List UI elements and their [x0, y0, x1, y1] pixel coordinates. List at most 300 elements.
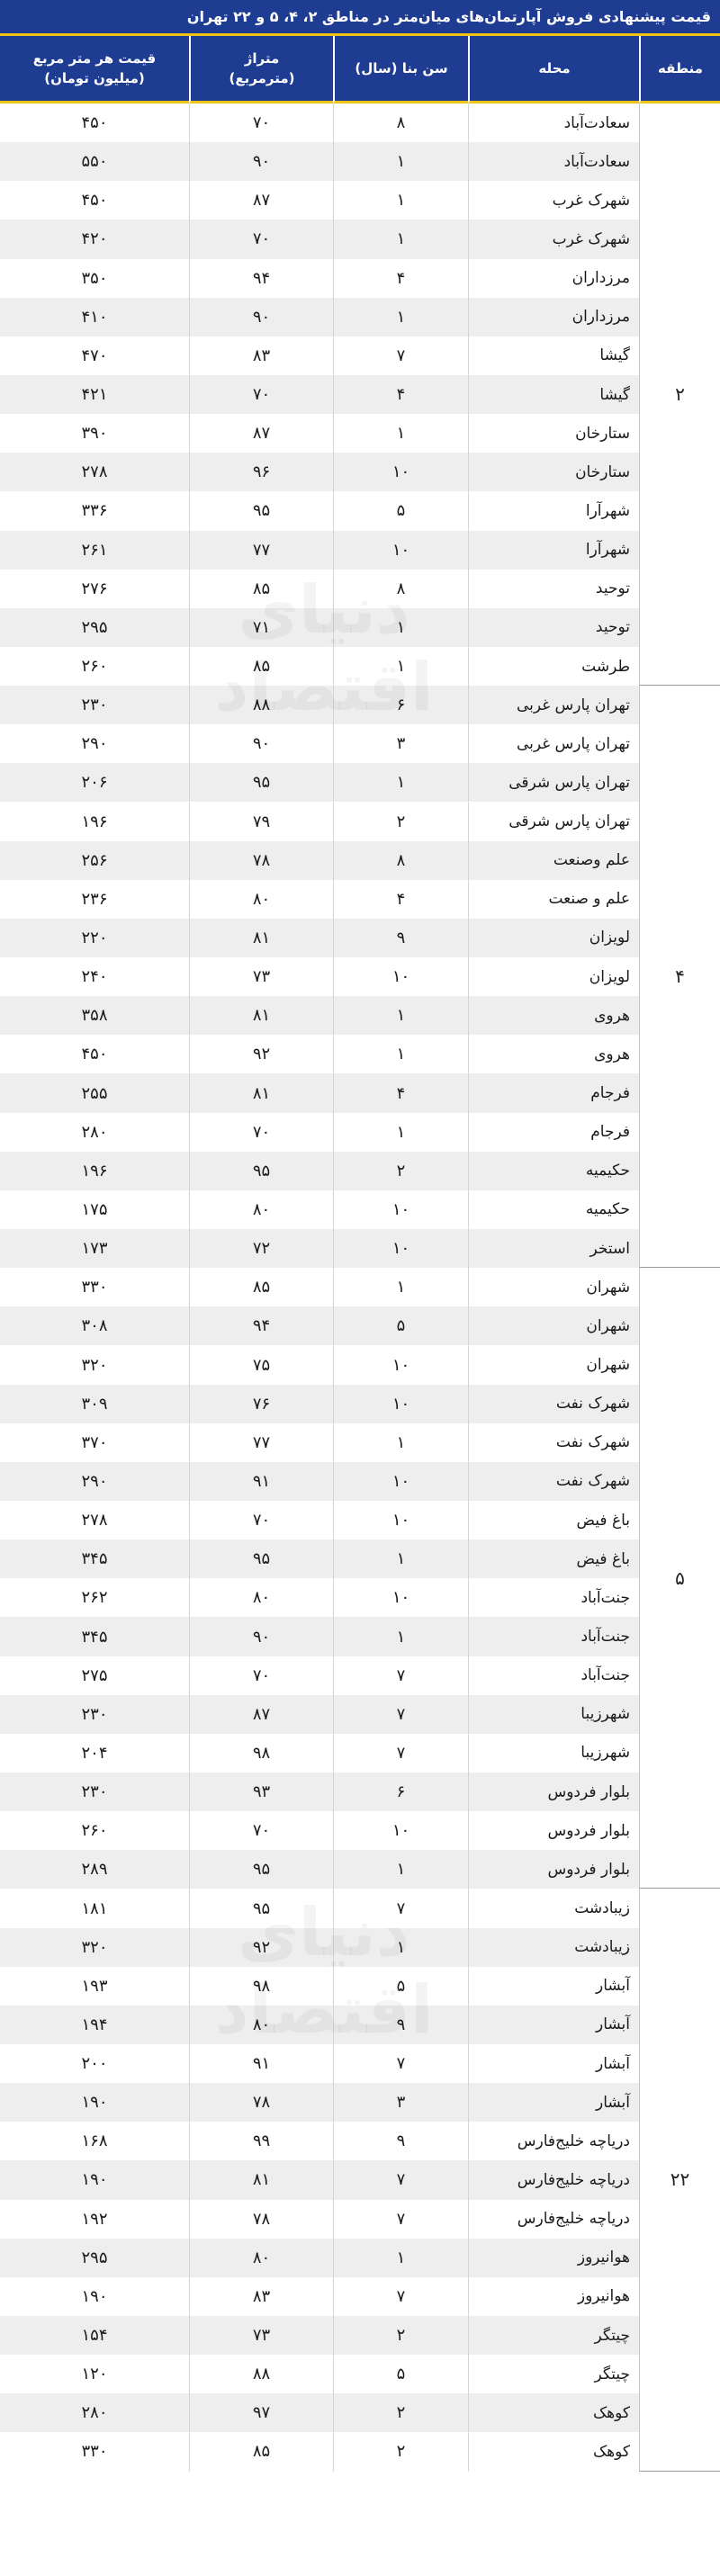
age-cell: ۷ [333, 1734, 468, 1773]
price-cell: ۳۰۸ [81, 1316, 108, 1336]
price-cell: ۴۲۰ [81, 229, 108, 249]
neighborhood-cell: آبشار [468, 2044, 639, 2083]
size-cell: ۹۴ [189, 259, 333, 298]
price-cell: ۱۵۴ [81, 2326, 108, 2346]
table-row [0, 181, 639, 220]
table-row [0, 1345, 639, 1384]
price-cell: ۲۹۰ [81, 1471, 108, 1491]
table-row [0, 1539, 639, 1578]
table-row [0, 491, 639, 530]
price-cell: ۲۷۸ [81, 1511, 108, 1530]
age-cell: ۱ [333, 1928, 468, 1967]
size-cell: ۸۱ [189, 1073, 333, 1112]
age-cell: ۳ [333, 724, 468, 763]
neighborhood-cell: ستارخان [468, 453, 639, 491]
table-row [0, 1462, 639, 1501]
size-cell: ۷۱ [189, 608, 333, 647]
age-cell: ۹ [333, 2006, 468, 2044]
price-cell: ۱۹۴ [81, 2015, 108, 2034]
neighborhood-cell: شهرک غرب [468, 220, 639, 258]
neighborhood-cell: دریاچه خلیج‌فارس [468, 2200, 639, 2239]
age-cell: ۲ [333, 803, 468, 841]
age-cell: ۱ [333, 1617, 468, 1656]
table-row [0, 1850, 639, 1889]
size-cell: ۸۰ [189, 2006, 333, 2044]
size-cell: ۸۰ [189, 2239, 333, 2277]
size-cell: ۸۰ [189, 1190, 333, 1229]
header-size-label: متراژ (مترمربع) [229, 49, 295, 86]
age-cell: ۷ [333, 2160, 468, 2199]
price-cell: ۲۳۰ [81, 1704, 108, 1724]
table-row [0, 763, 639, 802]
size-cell: ۸۳ [189, 337, 333, 375]
price-cell: ۱۹۶ [81, 812, 108, 831]
age-cell: ۷ [333, 2044, 468, 2083]
age-cell: ۷ [333, 2277, 468, 2316]
age-cell: ۴ [333, 259, 468, 298]
header-price-line1: قیمت هر متر مربع [32, 49, 157, 67]
neighborhood-cell: تهران پارس شرقی [468, 763, 639, 802]
region-block [0, 686, 720, 1268]
neighborhood-cell: لویزان [468, 957, 639, 996]
size-cell: ۹۵ [189, 491, 333, 530]
size-cell: ۹۸ [189, 1734, 333, 1773]
price-cell: ۴۵۰ [81, 113, 108, 133]
table-row [0, 453, 639, 491]
region-block [0, 1268, 720, 1889]
age-cell: ۱۰ [333, 1385, 468, 1423]
size-cell: ۹۵ [189, 1152, 333, 1190]
table-row [0, 1967, 639, 2006]
price-cell: ۳۳۰ [81, 1278, 108, 1297]
age-cell: ۶ [333, 686, 468, 724]
price-cell: ۲۶۰ [81, 657, 108, 677]
table-row [0, 298, 639, 337]
price-cell: ۲۶۰ [81, 1821, 108, 1841]
size-cell: ۷۰ [189, 1501, 333, 1539]
price-cell: ۲۸۰ [81, 1122, 108, 1142]
neighborhood-cell: توحید [468, 570, 639, 608]
table-row [0, 414, 639, 453]
age-cell: ۱ [333, 1423, 468, 1462]
price-cell: ۱۹۰ [81, 2170, 108, 2190]
neighborhood-cell: باغ فیض [468, 1539, 639, 1578]
neighborhood-cell: گیشا [468, 337, 639, 375]
age-cell: ۱ [333, 996, 468, 1035]
price-cell: ۲۷۶ [81, 579, 108, 598]
neighborhood-cell: علم وصنعت [468, 841, 639, 880]
region-label: ۵ [639, 1268, 720, 1889]
price-cell: ۳۴۵ [81, 1549, 108, 1569]
table-row [0, 570, 639, 608]
age-cell: ۲ [333, 2316, 468, 2355]
table-row [0, 2393, 639, 2432]
size-cell: ۹۳ [189, 1773, 333, 1811]
table-row [0, 103, 639, 142]
price-cell: ۲۸۹ [81, 1860, 108, 1880]
neighborhood-cell: فرجام [468, 1073, 639, 1112]
region-label: ۴ [639, 686, 720, 1268]
table-row [0, 2083, 639, 2122]
age-cell: ۵ [333, 1967, 468, 2006]
size-cell: ۹۰ [189, 1617, 333, 1656]
table-row [0, 259, 639, 298]
age-cell: ۵ [333, 1306, 468, 1345]
age-cell: ۷ [333, 1695, 468, 1734]
age-cell: ۳ [333, 2083, 468, 2122]
price-cell: ۲۵۶ [81, 850, 108, 870]
price-cell: ۳۴۵ [81, 1627, 108, 1647]
size-cell: ۸۳ [189, 2277, 333, 2316]
price-cell: ۴۵۰ [81, 1045, 108, 1064]
size-cell: ۸۵ [189, 570, 333, 608]
table-row [0, 1423, 639, 1462]
neighborhood-cell: بلوار فردوس [468, 1773, 639, 1811]
neighborhood-cell: شهران [468, 1268, 639, 1306]
neighborhood-cell: علم و صنعت [468, 880, 639, 919]
price-cell: ۲۰۴ [81, 1743, 108, 1763]
age-cell: ۱۰ [333, 1462, 468, 1501]
size-cell: ۹۴ [189, 1306, 333, 1345]
size-cell: ۷۷ [189, 1423, 333, 1462]
age-cell: ۹ [333, 2122, 468, 2160]
table-row [0, 996, 639, 1035]
price-cell: ۱۷۳ [81, 1239, 108, 1259]
table-row [0, 803, 639, 841]
price-cell: ۴۷۰ [81, 346, 108, 365]
size-cell: ۷۹ [189, 803, 333, 841]
size-cell: ۸۸ [189, 2355, 333, 2393]
size-cell: ۸۷ [189, 1695, 333, 1734]
age-cell: ۱ [333, 414, 468, 453]
table-row [0, 1656, 639, 1695]
price-cell: ۱۹۰ [81, 2286, 108, 2306]
neighborhood-cell: آبشار [468, 1967, 639, 2006]
age-cell: ۱۰ [333, 1811, 468, 1850]
age-cell: ۱ [333, 2239, 468, 2277]
neighborhood-cell: فرجام [468, 1113, 639, 1152]
table-header [0, 36, 720, 103]
age-cell: ۸ [333, 103, 468, 142]
neighborhood-cell: مرزداران [468, 298, 639, 337]
neighborhood-cell: شهرک نفت [468, 1385, 639, 1423]
size-cell: ۹۵ [189, 763, 333, 802]
size-cell: ۸۰ [189, 1578, 333, 1617]
price-cell: ۱۹۰ [81, 2093, 108, 2113]
size-cell: ۹۸ [189, 1967, 333, 2006]
age-cell: ۱۰ [333, 1229, 468, 1268]
age-cell: ۱۰ [333, 453, 468, 491]
table-row [0, 1152, 639, 1190]
neighborhood-cell: باغ فیض [468, 1501, 639, 1539]
price-cell: ۱۶۸ [81, 2132, 108, 2151]
price-cell: ۳۵۰ [81, 268, 108, 288]
price-cell: ۲۷۸ [81, 462, 108, 482]
table-row [0, 1695, 639, 1734]
age-cell: ۴ [333, 880, 468, 919]
table-row [0, 2160, 639, 2199]
table-row [0, 1773, 639, 1811]
neighborhood-cell: لویزان [468, 919, 639, 957]
neighborhood-cell: کوهک [468, 2393, 639, 2432]
size-cell: ۸۵ [189, 1268, 333, 1306]
size-cell: ۹۲ [189, 1928, 333, 1967]
size-cell: ۸۵ [189, 2432, 333, 2471]
age-cell: ۲ [333, 2432, 468, 2471]
size-cell: ۷۷ [189, 531, 333, 570]
price-cell: ۲۷۵ [81, 1665, 108, 1685]
size-cell: ۷۶ [189, 1385, 333, 1423]
region-label: ۲۲ [639, 1889, 720, 2471]
neighborhood-cell: شهرک نفت [468, 1462, 639, 1501]
age-cell: ۱ [333, 1035, 468, 1073]
age-cell: ۱ [333, 647, 468, 686]
table-row [0, 2006, 639, 2044]
neighborhood-cell: بلوار فردوس [468, 1850, 639, 1889]
price-cell: ۲۹۰ [81, 734, 108, 754]
size-cell: ۸۷ [189, 181, 333, 220]
neighborhood-cell: شهرزیبا [468, 1695, 639, 1734]
table-row [0, 2277, 639, 2316]
neighborhood-cell: کوهک [468, 2432, 639, 2471]
table-row [0, 2200, 639, 2239]
table-row [0, 1113, 639, 1152]
table-row [0, 142, 639, 181]
size-cell: ۸۱ [189, 919, 333, 957]
table-row [0, 724, 639, 763]
size-cell: ۸۱ [189, 996, 333, 1035]
table-row [0, 2316, 639, 2355]
size-cell: ۷۳ [189, 957, 333, 996]
size-cell: ۹۶ [189, 453, 333, 491]
price-cell: ۲۳۶ [81, 889, 108, 909]
neighborhood-cell: سعادت‌آباد [468, 142, 639, 181]
price-cell: ۲۶۱ [81, 540, 108, 560]
price-cell: ۲۰۰ [81, 2054, 108, 2074]
price-cell: ۱۹۶ [81, 1161, 108, 1180]
neighborhood-cell: آبشار [468, 2083, 639, 2122]
neighborhood-cell: هروی [468, 1035, 639, 1073]
table-row [0, 647, 639, 686]
neighborhood-cell: تهران پارس غربی [468, 724, 639, 763]
age-cell: ۱ [333, 763, 468, 802]
price-cell: ۲۵۵ [81, 1083, 108, 1103]
price-cell: ۴۲۱ [81, 385, 108, 405]
size-cell: ۷۰ [189, 375, 333, 414]
table-row [0, 2239, 639, 2277]
table-row [0, 919, 639, 957]
table-row [0, 375, 639, 414]
price-cell: ۱۹۳ [81, 1976, 108, 1996]
size-cell: ۷۲ [189, 1229, 333, 1268]
neighborhood-cell: شهران [468, 1306, 639, 1345]
age-cell: ۱۰ [333, 531, 468, 570]
table-row [0, 1811, 639, 1850]
age-cell: ۱ [333, 1113, 468, 1152]
age-cell: ۲ [333, 1152, 468, 1190]
age-cell: ۷ [333, 1889, 468, 1927]
table-row [0, 1306, 639, 1345]
table-row [0, 957, 639, 996]
neighborhood-cell: شهرک غرب [468, 181, 639, 220]
size-cell: ۷۰ [189, 1113, 333, 1152]
age-cell: ۴ [333, 1073, 468, 1112]
table-row [0, 1268, 639, 1306]
neighborhood-cell: گیشا [468, 375, 639, 414]
table-row [0, 1385, 639, 1423]
size-cell: ۹۰ [189, 298, 333, 337]
neighborhood-cell: دریاچه خلیج‌فارس [468, 2122, 639, 2160]
table-row [0, 2355, 639, 2393]
size-cell: ۷۰ [189, 220, 333, 258]
region-block [0, 1889, 720, 2471]
price-cell: ۲۹۵ [81, 2248, 108, 2267]
table-row [0, 880, 639, 919]
neighborhood-cell: تهران پارس شرقی [468, 803, 639, 841]
age-cell: ۵ [333, 491, 468, 530]
neighborhood-cell: توحید [468, 608, 639, 647]
table-row [0, 531, 639, 570]
neighborhood-cell: سعادت‌آباد [468, 103, 639, 142]
size-cell: ۷۸ [189, 2200, 333, 2239]
neighborhood-cell: دریاچه خلیج‌فارس [468, 2160, 639, 2199]
table-row [0, 686, 639, 724]
age-cell: ۱ [333, 1268, 468, 1306]
table-row [0, 1889, 639, 1927]
price-cell: ۲۰۶ [81, 773, 108, 793]
price-cell: ۳۹۰ [81, 424, 108, 444]
neighborhood-cell: هوانیروز [468, 2277, 639, 2316]
table-row [0, 2432, 639, 2471]
size-cell: ۹۵ [189, 1850, 333, 1889]
age-cell: ۱ [333, 142, 468, 181]
size-cell: ۸۵ [189, 647, 333, 686]
table-row [0, 2044, 639, 2083]
neighborhood-cell: شهرزیبا [468, 1734, 639, 1773]
neighborhood-cell: هوانیروز [468, 2239, 639, 2277]
table-row [0, 337, 639, 375]
price-cell: ۴۱۰ [81, 307, 108, 327]
table-row [0, 1734, 639, 1773]
age-cell: ۱ [333, 220, 468, 258]
size-cell: ۹۵ [189, 1539, 333, 1578]
table-row [0, 608, 639, 647]
size-cell: ۷۵ [189, 1345, 333, 1384]
neighborhood-cell: شهران [468, 1345, 639, 1384]
price-cell: ۲۸۰ [81, 2403, 108, 2423]
table-row [0, 1229, 639, 1268]
price-cell: ۲۳۰ [81, 696, 108, 715]
price-cell: ۳۳۶ [81, 501, 108, 521]
size-cell: ۷۳ [189, 2316, 333, 2355]
size-cell: ۷۸ [189, 841, 333, 880]
size-cell: ۹۲ [189, 1035, 333, 1073]
size-cell: ۷۰ [189, 1656, 333, 1695]
size-cell: ۹۱ [189, 2044, 333, 2083]
price-cell: ۲۶۲ [81, 1588, 108, 1608]
price-cell: ۱۷۵ [81, 1199, 108, 1219]
table-row [0, 2122, 639, 2160]
neighborhood-cell: جنت‌آباد [468, 1578, 639, 1617]
age-cell: ۲ [333, 2393, 468, 2432]
neighborhood-cell: شهرآرا [468, 491, 639, 530]
header-price-line2: (میلیون تومان) [44, 70, 145, 86]
price-cell: ۳۲۰ [81, 1937, 108, 1957]
age-cell: ۹ [333, 919, 468, 957]
age-cell: ۷ [333, 2200, 468, 2239]
page-title: قیمت پیشنهادی فروش آپارتمان‌های میان‌متر در مناطق ۲، ۴، ۵ و ۲۲ تهران [0, 0, 720, 36]
age-cell: ۶ [333, 1773, 468, 1811]
table-row [0, 1928, 639, 1967]
header-region: منطقه [639, 36, 720, 103]
neighborhood-cell: تهران پارس غربی [468, 686, 639, 724]
size-cell: ۸۷ [189, 414, 333, 453]
neighborhood-cell: چیتگر [468, 2316, 639, 2355]
price-cell: ۳۷۰ [81, 1432, 108, 1452]
age-cell: ۴ [333, 375, 468, 414]
neighborhood-cell: هروی [468, 996, 639, 1035]
price-cell: ۲۴۰ [81, 967, 108, 987]
table-row [0, 220, 639, 258]
age-cell: ۸ [333, 570, 468, 608]
neighborhood-cell: طرشت [468, 647, 639, 686]
age-cell: ۱ [333, 1539, 468, 1578]
size-cell: ۸۸ [189, 686, 333, 724]
age-cell: ۱ [333, 298, 468, 337]
age-cell: ۱۰ [333, 1578, 468, 1617]
age-cell: ۱ [333, 1850, 468, 1889]
table-row [0, 841, 639, 880]
neighborhood-cell: جنت‌آباد [468, 1656, 639, 1695]
age-cell: ۱۰ [333, 1501, 468, 1539]
size-cell: ۷۸ [189, 2083, 333, 2122]
age-cell: ۵ [333, 2355, 468, 2393]
age-cell: ۷ [333, 337, 468, 375]
header-price [0, 36, 189, 103]
price-cell: ۱۸۱ [81, 1898, 108, 1918]
table-row [0, 1501, 639, 1539]
neighborhood-cell: زیبادشت [468, 1889, 639, 1927]
neighborhood-cell: مرزداران [468, 259, 639, 298]
age-cell: ۱ [333, 608, 468, 647]
price-cell: ۳۰۹ [81, 1394, 108, 1414]
size-cell: ۷۰ [189, 1811, 333, 1850]
price-cell: ۳۲۰ [81, 1355, 108, 1375]
neighborhood-cell: جنت‌آباد [468, 1617, 639, 1656]
age-cell: ۱۰ [333, 1190, 468, 1229]
size-cell: ۷۰ [189, 103, 333, 142]
neighborhood-cell: شهرآرا [468, 531, 639, 570]
table-row [0, 1035, 639, 1073]
header-size [189, 36, 333, 103]
size-cell: ۸۱ [189, 2160, 333, 2199]
price-cell: ۱۹۲ [81, 2209, 108, 2229]
price-cell: ۲۳۰ [81, 1782, 108, 1802]
table-row [0, 1617, 639, 1656]
region-block [0, 103, 720, 686]
price-cell: ۵۵۰ [81, 152, 108, 172]
size-cell: ۹۱ [189, 1462, 333, 1501]
price-table [0, 103, 720, 2576]
size-cell: ۹۰ [189, 724, 333, 763]
neighborhood-cell: ستارخان [468, 414, 639, 453]
neighborhood-cell: استخر [468, 1229, 639, 1268]
neighborhood-cell: زیبادشت [468, 1928, 639, 1967]
size-cell: ۹۰ [189, 142, 333, 181]
neighborhood-cell: حکیمیه [468, 1190, 639, 1229]
table-row [0, 1073, 639, 1112]
price-cell: ۱۲۰ [81, 2365, 108, 2384]
